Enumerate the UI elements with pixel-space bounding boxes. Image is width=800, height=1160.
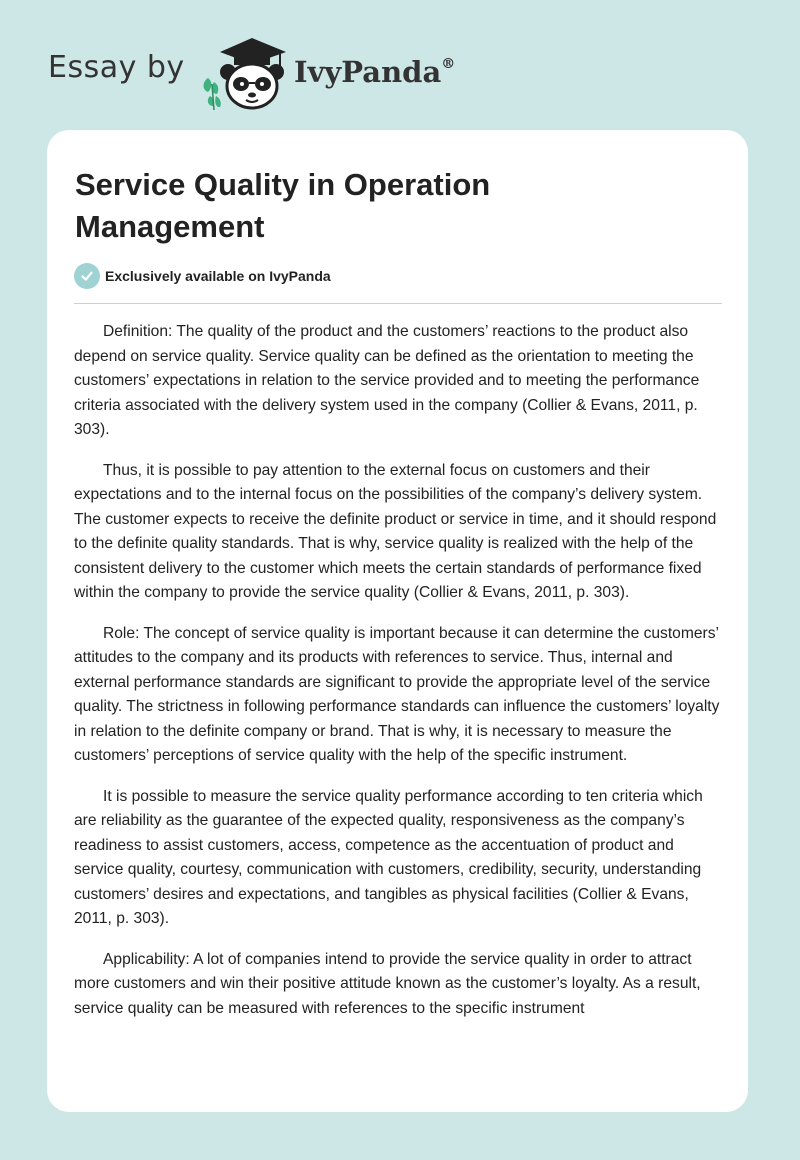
essay-by-label: Essay by [48, 50, 185, 85]
leaf-icon [204, 78, 221, 110]
essay-body [74, 320, 724, 1037]
site-header [0, 0, 800, 130]
paragraph: Role: The concept of service quality is important because it can determine the customers’ attitudes to the company and its products with references to service. Thus, internal and external performance standards are significant to provide the appropriate level of the service quality. The strictness in following performance standards can influence the customers’ loyalty in relation to the definite company or brand. That is why, it is necessary to measure the customers’ perceptions of service quality with the help of the specific instrument. [74, 624, 720, 764]
exclusive-badge [74, 263, 331, 289]
brand-name[interactable]: IvyPanda® [294, 55, 456, 89]
paragraph: Thus, it is possible to pay attention to the external focus on customers and their expectations and to the internal focus on the possibilities of the company’s delivery system. The customer expects to receive the definite product or service in time, and it should respond to the definite quality standards. That is why, service quality is realized with the help of the consistent delivery to the customer which meets the certain standards of performance fixed within the company to provide the service quality (Collier & Evans, 2011, p. 303). [74, 461, 717, 601]
panda-logo-icon[interactable] [200, 34, 290, 114]
exclusive-badge-label: Exclusively available on IvyPanda [105, 268, 331, 284]
divider [74, 303, 722, 304]
paragraph: It is possible to measure the service quality performance according to ten criteria which are reliability as the guarantee of the expected quality, responsiveness as the company’s readiness to assist customers, access, competence as the accentuation of product and service quality, courtesy, communication with customers, credibility, security, understanding customers’ desires and expectations, and tangibles as physical facilities (Collier & Evans, 2011, p. 303). [74, 787, 703, 927]
page-title: Service Quality in Operation Management [75, 167, 491, 244]
paragraph: Definition: The quality of the product and the customers’ reactions to the product also depend on service quality. Service quality can be defined as the orientation to meeting the customers’ expectations in relation to the service provided and to meeting the performance criteria associated with the delivery system used in the company (Collier & Evans, 2011, p. 303). [74, 323, 700, 438]
essay-card [47, 130, 748, 1112]
paragraph: Applicability: A lot of companies intend to provide the service quality in order to attract more customers and win their positive attitude known as the customer’s loyalty. As a result, service quality can be measured with references to the specific instrument [74, 950, 701, 1017]
check-icon [74, 263, 100, 289]
registered-mark: ® [441, 56, 456, 72]
